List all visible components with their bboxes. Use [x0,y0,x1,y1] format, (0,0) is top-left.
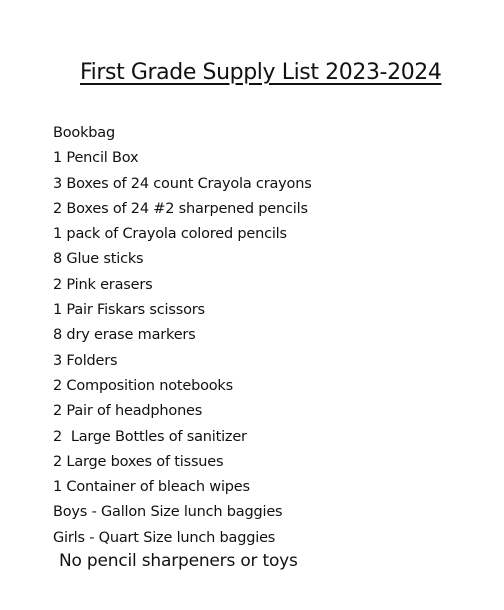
list-item: 3 Boxes of 24 count Crayola crayons [53,175,312,192]
list-item: 8 dry erase markers [53,327,196,344]
list-item: 2 Pair of headphones [53,403,203,420]
list-item: 2 Large boxes of tissues [53,453,224,470]
list-item: 2 Large Bottles of sanitizer [53,428,247,445]
list-item: Bookbag [53,125,115,141]
list-item: Girls - Quart Size lunch baggies [53,529,276,546]
list-item: 1 pack of Crayola colored pencils [53,226,287,243]
supply-list [53,121,312,551]
list-item: 2 Composition notebooks [53,377,233,394]
list-item: 8 Glue sticks [53,251,144,268]
list-item: 3 Folders [53,352,118,369]
footer-note: No pencil sharpeners or toys [59,551,298,571]
page-title: First Grade Supply List 2023-2024 [80,60,442,85]
list-item: Boys - Gallon Size lunch baggies [53,504,283,521]
list-item: 1 Container of bleach wipes [53,479,250,496]
list-item: 1 Pencil Box [53,150,139,167]
list-item: 1 Pair Fiskars scissors [53,302,205,319]
list-item: 2 Pink erasers [53,276,153,293]
list-item: 2 Boxes of 24 #2 sharpened pencils [53,200,308,217]
